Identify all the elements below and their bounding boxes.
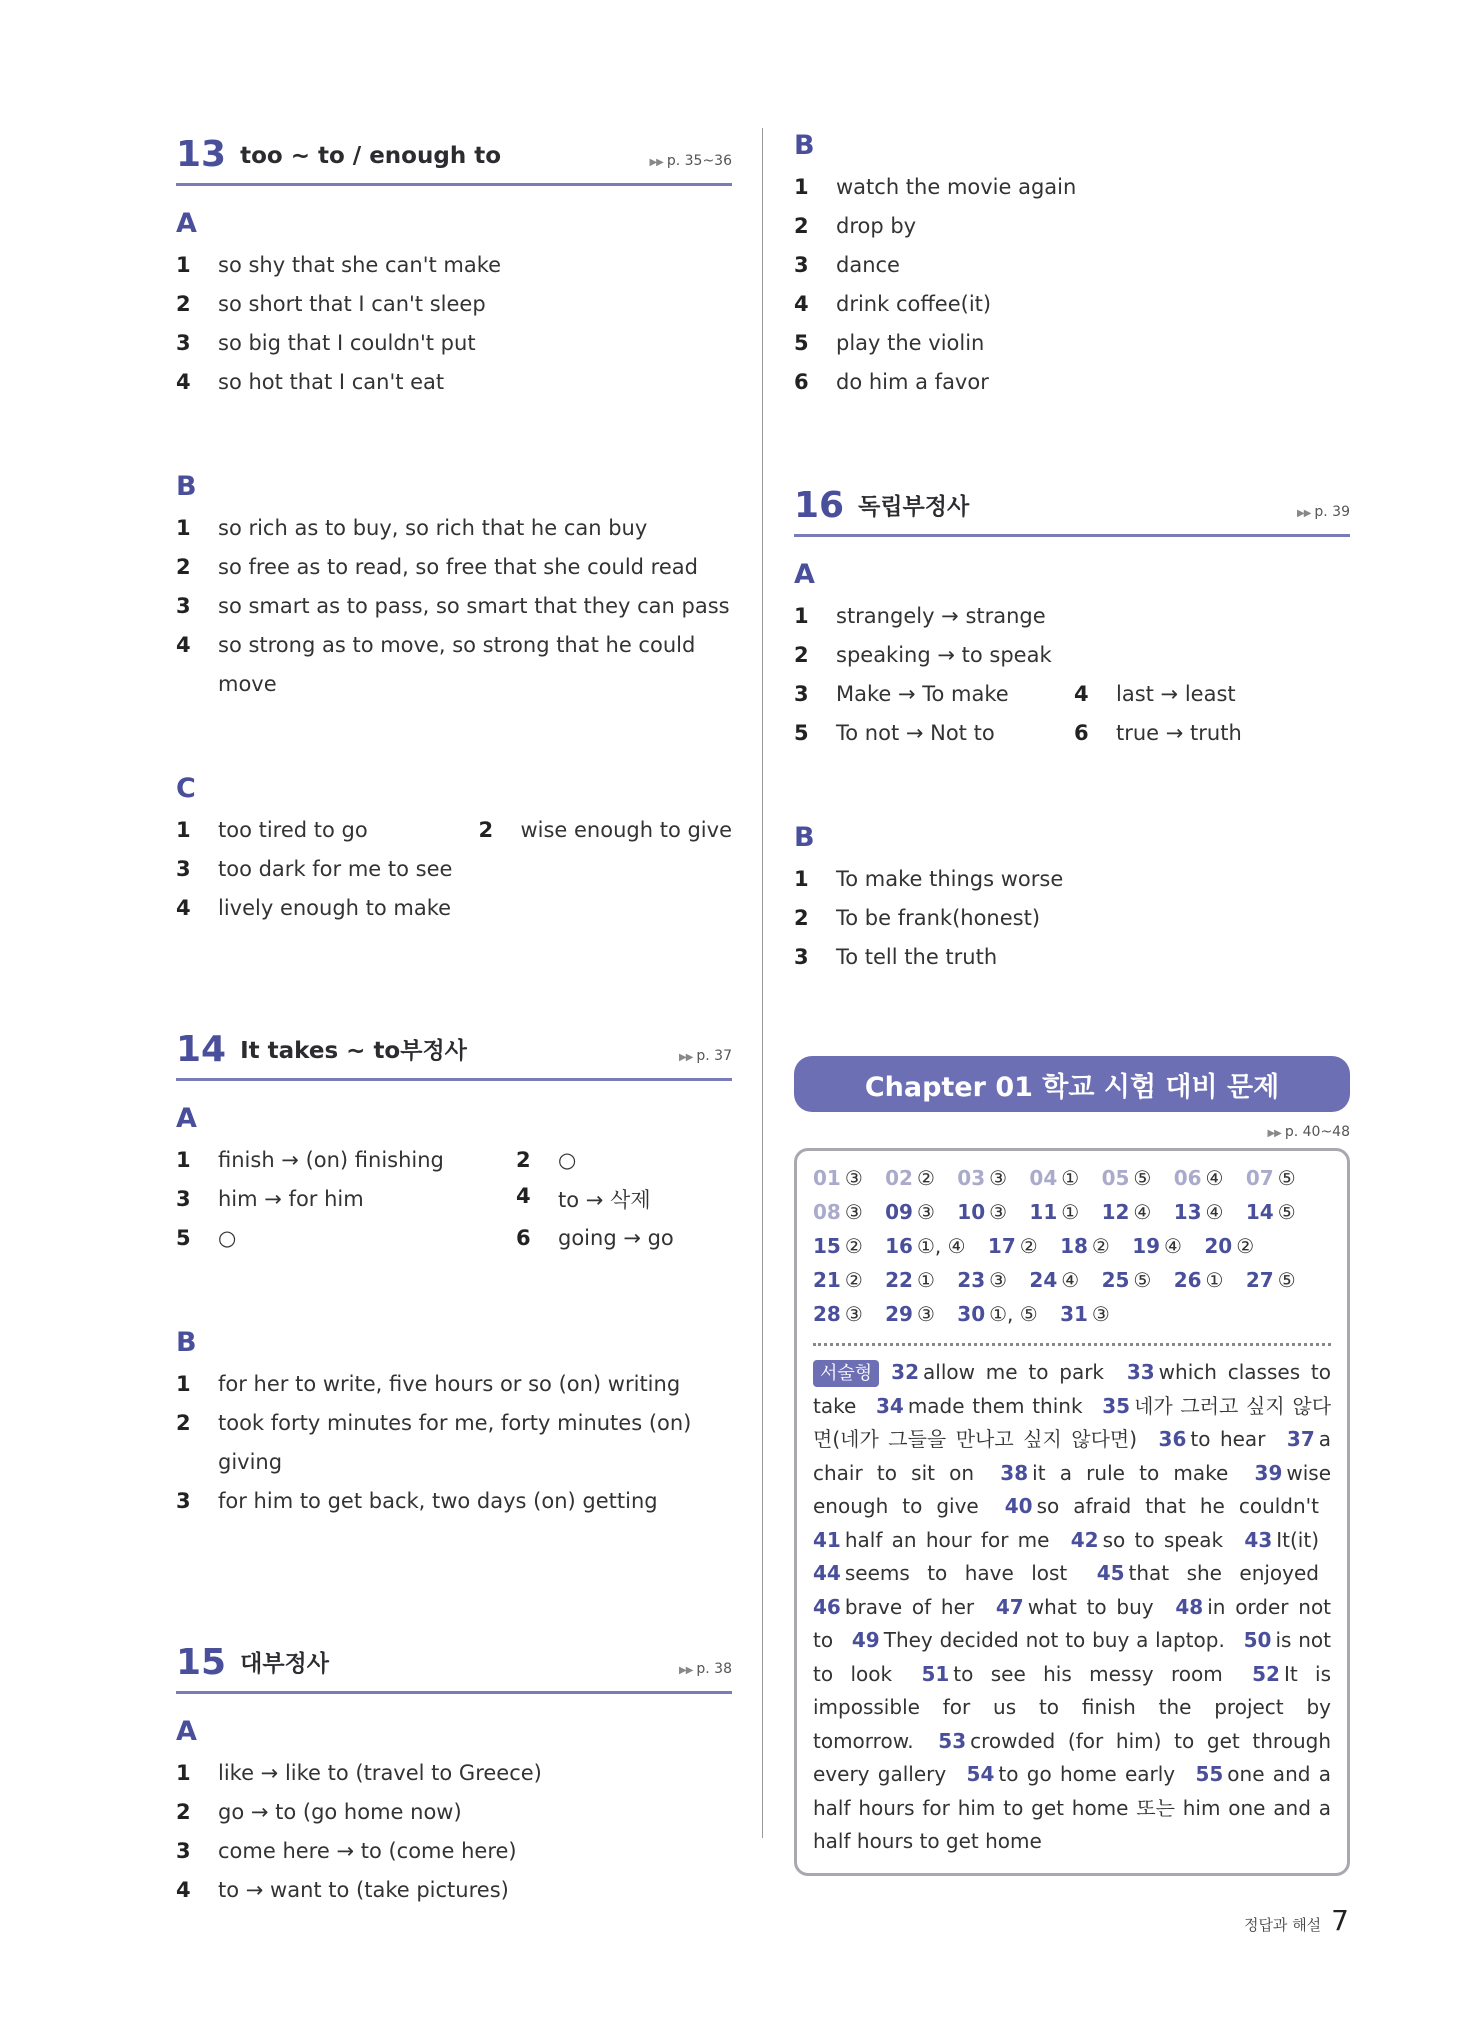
essay-answer: 54 to go home early xyxy=(966,1762,1176,1786)
essay-answer: 44 seems to have lost xyxy=(813,1561,1068,1585)
page-reference: ▶▶ p. 35~36 xyxy=(649,153,732,169)
answer-line: 5 To not → Not to 6 true → truth xyxy=(794,720,1242,745)
chapter-page-reference: ▶▶ p. 40~48 xyxy=(1267,1124,1350,1140)
section-a-label: A xyxy=(176,1716,197,1747)
unit-title: too ~ to / enough to xyxy=(240,143,501,170)
mc-answer: 07 ⑤ xyxy=(1245,1166,1296,1190)
answer-line: 3 dance xyxy=(794,252,900,277)
essay-answer: 51 to see his messy room xyxy=(921,1661,1223,1686)
answer-line: 1 like → like to (travel to Greece) xyxy=(176,1760,542,1785)
unit-13-header xyxy=(176,128,732,186)
answer-line: 3 so smart as to pass, so smart that they can pass xyxy=(176,593,730,618)
double-arrow-icon: ▶▶ xyxy=(679,1052,693,1063)
essay-answer: 53 crowded (for him) to get through every gallery xyxy=(813,1728,1331,1786)
mc-answer: 31 ③ xyxy=(1060,1302,1110,1326)
page-number: 7 xyxy=(1331,1904,1349,1937)
essay-answer: 55 one and a half hours for him to get home 또는 him one and a half hours to get home xyxy=(813,1762,1331,1853)
answer-line: 2 speaking → to speak xyxy=(794,642,1052,667)
unit-title: It takes ~ to부정사 xyxy=(240,1038,467,1065)
answer-line: 4 so strong as to move, so strong that he could xyxy=(176,632,696,657)
essay-answer: 38 it a rule to make xyxy=(1000,1460,1229,1485)
answer-line: 4 so hot that I can't eat xyxy=(176,369,445,394)
multiple-choice-answers xyxy=(813,1161,1331,1331)
mc-answer: 10 ③ xyxy=(957,1200,1008,1224)
essay-answer: 42 so to speak xyxy=(1070,1527,1224,1552)
answer-line: 1 watch the movie again xyxy=(794,174,1077,199)
mc-answer: 15 ② xyxy=(813,1234,863,1258)
unit-15-continued xyxy=(794,132,1350,401)
answer-line: 1 To make things worse xyxy=(794,866,1064,891)
section-a-label: A xyxy=(176,1103,197,1134)
mc-answer: 06 ④ xyxy=(1173,1166,1224,1190)
essay-answer: 49 They decided not to buy a laptop. xyxy=(851,1628,1225,1652)
mc-answer: 29 ③ xyxy=(885,1302,935,1326)
unit-16-header xyxy=(794,479,1350,537)
essay-answer: 41 half an hour for me xyxy=(813,1527,1050,1552)
answer-line-continued: move xyxy=(218,671,277,696)
mc-answer: 05 ⑤ xyxy=(1101,1166,1152,1190)
dotted-divider xyxy=(813,1343,1331,1346)
unit-title: 독립부정사 xyxy=(858,494,970,521)
column-divider xyxy=(762,128,763,1838)
mc-answer: 11 ① xyxy=(1029,1200,1080,1224)
page-reference: ▶▶ p. 37 xyxy=(679,1048,732,1064)
essay-answer: 37 a chair to sit on xyxy=(813,1427,1332,1485)
mc-answer: 28 ③ xyxy=(813,1302,863,1326)
unit-title: 대부정사 xyxy=(240,1651,329,1678)
essay-answer: 33 which classes to take xyxy=(813,1360,1331,1418)
mc-answer: 03 ③ xyxy=(957,1166,1008,1190)
unit-14-header xyxy=(176,1023,732,1081)
answer-line: 2 so free as to read, so free that she could read xyxy=(176,554,698,579)
essay-answer: 40 so afraid that he couldn't xyxy=(1004,1494,1320,1518)
unit-13 xyxy=(176,128,732,927)
answer-line: 3 him → for him 4 to → 삭제 xyxy=(176,1183,651,1212)
mc-answer: 30 ①, ⑤ xyxy=(957,1302,1038,1326)
mc-answer: 01 ③ xyxy=(813,1166,863,1190)
mc-answer: 20 ② xyxy=(1204,1234,1255,1258)
unit-number: 14 xyxy=(176,1029,227,1070)
chapter-banner: Chapter 01 학교 시험 대비 문제 xyxy=(794,1056,1350,1112)
answer-line: 3 To tell the truth xyxy=(794,944,998,969)
mc-answer: 21 ② xyxy=(813,1268,863,1292)
answer-line-continued: giving xyxy=(218,1449,283,1474)
mc-answer: 09 ③ xyxy=(885,1200,935,1224)
essay-answer: 48 in order not to xyxy=(813,1594,1332,1652)
double-arrow-icon: ▶▶ xyxy=(679,1665,693,1676)
section-b-label: B xyxy=(176,471,197,502)
unit-number: 16 xyxy=(794,485,845,526)
essay-answer: 47 what to buy xyxy=(995,1594,1154,1619)
answer-line: 3 come here → to (come here) xyxy=(176,1838,517,1863)
right-column xyxy=(794,128,1350,1876)
answer-box xyxy=(794,1148,1350,1876)
unit-15 xyxy=(176,1636,732,1909)
answer-line: 4 to → want to (take pictures) xyxy=(176,1877,509,1902)
essay-answer: 36 to hear xyxy=(1158,1427,1266,1451)
section-a-label: A xyxy=(794,559,815,590)
mc-answer: 12 ④ xyxy=(1101,1200,1152,1224)
answer-line: 2 To be frank(honest) xyxy=(794,905,1041,930)
essay-badge: 서술형 xyxy=(813,1360,879,1387)
mc-answer: 14 ⑤ xyxy=(1245,1200,1296,1224)
page-footer xyxy=(1244,1904,1349,1937)
unit-number: 13 xyxy=(176,134,227,175)
section-c-label: C xyxy=(176,773,196,804)
unit-15-header xyxy=(176,1636,732,1694)
mc-answer: 04 ① xyxy=(1029,1166,1080,1190)
unit-16 xyxy=(794,479,1350,976)
answer-line: 1 for her to write, five hours or so (on) writing xyxy=(176,1371,681,1396)
answer-line: 5 ○ 6 going → go xyxy=(176,1225,674,1250)
answer-line: 6 do him a favor xyxy=(794,369,989,394)
answer-line: 1 too tired to go 2 wise enough to give xyxy=(176,817,732,842)
answer-line: 3 so big that I couldn't put xyxy=(176,330,476,355)
mc-answer: 18 ② xyxy=(1060,1234,1110,1258)
answer-line: 2 so short that I can't sleep xyxy=(176,291,486,316)
mc-answer: 26 ① xyxy=(1173,1268,1224,1292)
mc-answer: 02 ② xyxy=(885,1166,935,1190)
answer-line: 2 go → to (go home now) xyxy=(176,1799,462,1824)
mc-answer: 16 ①, ④ xyxy=(885,1234,966,1258)
answer-line: 3 for him to get back, two days (on) getting xyxy=(176,1488,658,1513)
answer-line: 3 too dark for me to see xyxy=(176,856,453,881)
answer-line: 4 lively enough to make xyxy=(176,895,452,920)
answer-line: 3 Make → To make 4 last → least xyxy=(794,681,1236,706)
essay-answer: 46 brave of her xyxy=(813,1594,975,1619)
answer-line: 4 drink coffee(it) xyxy=(794,291,992,316)
mc-answer: 08 ③ xyxy=(813,1200,863,1224)
essay-answer: 32 allow me to park xyxy=(891,1360,1105,1384)
essay-answer: 43 It(it) xyxy=(1244,1527,1320,1552)
answer-line: 1 so shy that she can't make xyxy=(176,252,502,277)
mc-answer: 23 ③ xyxy=(957,1268,1008,1292)
double-arrow-icon: ▶▶ xyxy=(1267,1128,1281,1139)
essay-answer: 50 is not to look xyxy=(813,1628,1332,1686)
mc-answer: 13 ④ xyxy=(1173,1200,1224,1224)
section-b-label: B xyxy=(176,1327,197,1358)
essay-answer: 45 that she enjoyed xyxy=(1096,1561,1320,1585)
essay-answer: 34 made them think xyxy=(875,1393,1083,1418)
double-arrow-icon: ▶▶ xyxy=(649,157,663,168)
answer-line: 1 finish → (on) finishing 2 ○ xyxy=(176,1147,577,1172)
unit-14 xyxy=(176,1023,732,1520)
unit-number: 15 xyxy=(176,1642,227,1683)
double-arrow-icon: ▶▶ xyxy=(1297,508,1311,519)
mc-answer: 27 ⑤ xyxy=(1245,1268,1296,1292)
page-reference: ▶▶ p. 39 xyxy=(1297,504,1350,520)
mc-answer: 22 ① xyxy=(885,1268,935,1292)
left-column xyxy=(176,128,732,1909)
essay-answer: 35 네가 그러고 싶지 않다면(네가 그들을 만나고 싶지 않다면) xyxy=(813,1393,1332,1451)
essay-answer: 39 wise enough to give xyxy=(813,1460,1332,1518)
answer-line: 2 drop by xyxy=(794,213,917,238)
essay-answer: 52 It is impossible for us to finish the project by tomorrow. xyxy=(813,1661,1332,1753)
answer-line: 5 play the violin xyxy=(794,330,985,355)
section-a-label: A xyxy=(176,208,197,239)
answer-line: 1 strangely → strange xyxy=(794,603,1046,628)
mc-answer: 24 ④ xyxy=(1029,1268,1080,1292)
mc-answer: 19 ④ xyxy=(1132,1234,1182,1258)
footer-label: 정답과 해설 xyxy=(1243,1916,1322,1934)
section-b-label: B xyxy=(794,822,815,853)
mc-answer: 25 ⑤ xyxy=(1101,1268,1152,1292)
answer-line: 1 so rich as to buy, so rich that he can buy xyxy=(176,515,648,540)
essay-answers xyxy=(813,1356,1331,1859)
answer-line: 2 took forty minutes for me, forty minutes (on) xyxy=(176,1410,692,1435)
page-reference: ▶▶ p. 38 xyxy=(679,1661,732,1677)
mc-answer: 17 ② xyxy=(987,1234,1038,1258)
section-b-label: B xyxy=(794,130,815,161)
